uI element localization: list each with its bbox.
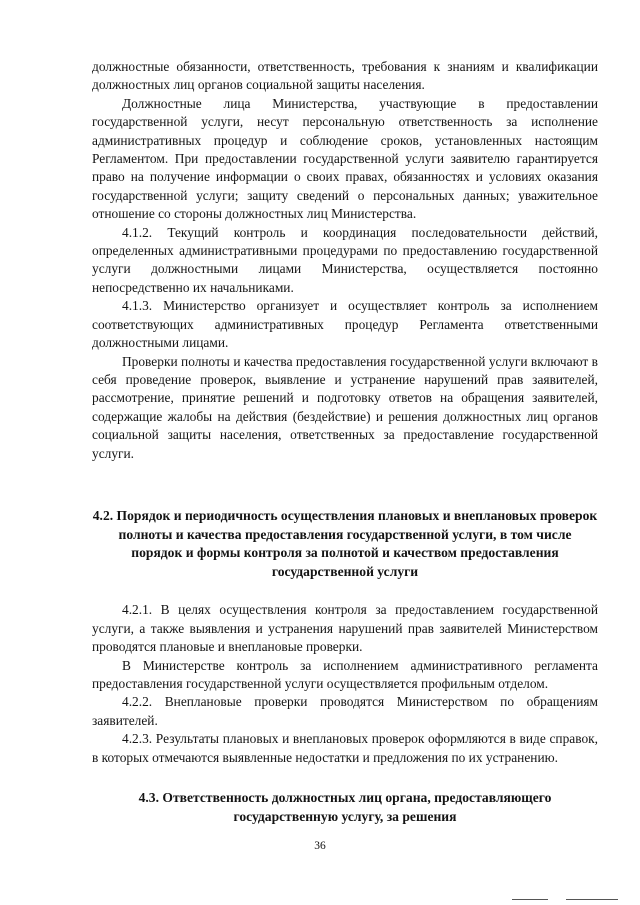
footer-rule-left — [512, 899, 548, 900]
paragraph: 4.2.2. Внеплановые проверки проводятся Министерством по обращениям заявителей. — [92, 694, 598, 728]
paragraph: Должностные лица Министерства, участвующие в предоставлении государственной услуги, несут персональную ответственность за исполнение административных процедур и соблюдение сроков, установленных настоящим Регламентом. При предоставлении государственной услуги заявителю гарантируется право на получение информации о своих правах, обязанностях и условиях оказания государственной услуги; защиту сведений о персональных данных; уважительное отношение со стороны должностных лиц Министерства. — [92, 95, 598, 222]
page-body — [92, 58, 598, 826]
paragraph: 4.1.2. Текущий контроль и координация последовательности действий, определенных административными процедурами по предоставлению государственной услуги должностными лицами Министерства, осуществляется постоянно непосредственно их начальниками. — [92, 224, 598, 295]
paragraph: 4.1.3. Министерство организует и осуществляет контроль за исполнением соответствующих административных процедур Регламента ответственными должностными лицами. — [92, 298, 598, 351]
paragraph: должностные обязанности, ответственность, требования к знаниям и квалификации должностных лиц органов социальной защиты населения. — [92, 59, 598, 93]
footer-rule-right — [566, 899, 618, 900]
paragraph: В Министерстве контроль за исполнением административного регламента предоставления государственной услуги осуществляется профильным отделом. — [92, 657, 598, 691]
page-number: 36 — [314, 840, 326, 852]
section-4-3-heading: 4.3. Ответственность должностных лиц органа, предоставляющего государственную услугу, за решения — [138, 789, 552, 824]
paragraph: Проверки полноты и качества предоставления государственной услуги включают в себя проведение проверок, выявление и устранение нарушений прав заявителей, рассмотрение, принятие решений и подготовку ответов на обращения заявителей, содержащие жалобы на действия (бездействие) и решения должностных лиц органов социальной защиты населения, ответственных за предоставление государственной услуги. — [92, 353, 598, 461]
paragraph: 4.2.1. В целях осуществления контроля за предоставлением государственной услуги, а также выявления и устранения нарушений прав заявителей Министерством проводятся плановые и внеплановые проверки. — [92, 602, 598, 655]
paragraph: 4.2.3. Результаты плановых и внеплановых проверок оформляются в виде справок, в которых отмечаются выявленные недостатки и предложения по их устранению. — [92, 731, 598, 765]
section-4-2-heading: 4.2. Порядок и периодичность осуществления плановых и внеплановых проверок полноты и качества предоставления государственной услуги, в том числе порядок и формы контроля за полнотой и качеством предоставления государственной услуги — [92, 507, 598, 579]
section-4-2-text — [92, 601, 598, 767]
section-4-1-text — [92, 58, 598, 463]
